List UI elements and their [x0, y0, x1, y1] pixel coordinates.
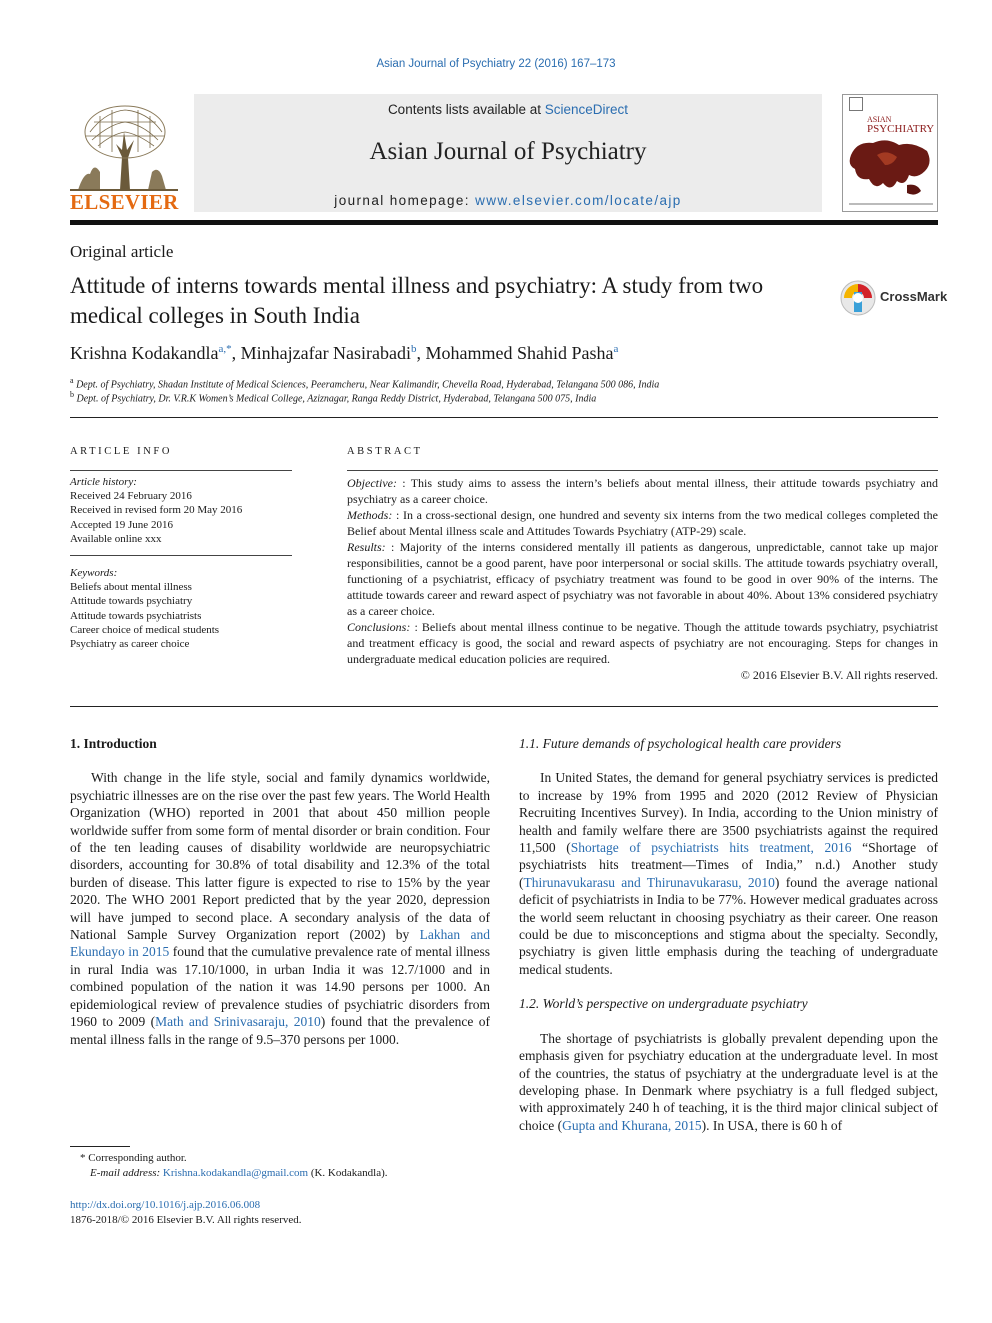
section-heading: 1. Introduction: [70, 736, 157, 751]
homepage-link[interactable]: www.elsevier.com/locate/ajp: [475, 193, 682, 208]
subsection-heading: 1.2. World’s perspective on undergraduate psychiatry: [519, 996, 808, 1012]
author-affiliation-mark[interactable]: a: [613, 343, 619, 355]
header-divider: [70, 417, 938, 418]
keywords: Keywords: Beliefs about mental illness Attitude towards psychiatry Attitude towards psychiatrists Career choice of medical students Psychiatry as career choice: [70, 567, 220, 651]
divider: [347, 470, 938, 471]
crossmark-label: CrossMark: [880, 289, 948, 304]
keyword: Psychiatry as career choice: [70, 638, 190, 651]
abstract-divider: [70, 706, 938, 707]
body-column-right: [519, 735, 938, 1151]
reference-link[interactable]: Lakhan and Ekundayo in 2015: [70, 927, 490, 960]
corresponding-author-footnote: * Corresponding author. E-mail address: Krishna.kodakandla@gmail.com (K. Kodakandla).: [80, 1152, 388, 1179]
affiliation: $^b$ Dept. of Psychiatry, Dr. V.R.K Women’s Medical College, Aziznagar, Ranga Reddy District, Hyderabad, Telangana 500 075, India: [70, 390, 597, 405]
subsection-heading: 1.1. Future demands of psychological health care providers: [519, 736, 842, 751]
banner-divider: [70, 220, 938, 225]
contents-line: Contents lists available at ScienceDirect: [387, 102, 629, 117]
author-affiliation-mark[interactable]: b: [411, 343, 417, 355]
article-type: Original article: [70, 242, 174, 261]
keyword: Attitude towards psychiatry: [70, 595, 193, 608]
journal-banner-center: [194, 94, 822, 212]
author-affiliation-mark[interactable]: a,*: [218, 343, 232, 355]
footnote-divider: [70, 1146, 130, 1147]
abstract-body: Objective: : This study aims to assess the intern’s beliefs about mental illness, their attitude towards psychiatry and psychiatry as a career choice. Methods: : In a cross-sectional design, one hundred and seventy six interns from the two medical colleges completed the Belief about Mental illness scale and Attitudes Towards Psychiatry (ATP-29) scale. Results: : Majority of the interns considered mentally ill patients as dangerous, unpredictable, cannot take up major responsibilities, cannot be a good parent, have poor interpersonal or social skills. The attitude towards psychiatry overall, functioning of a psychiatrist, efficacy of psychiatry treatment was found to be good in over 90% of the interns. The attitude towards career and reward aspect of psychiatry was not favorable in about 40%. About 13% considered psychiatry as a career choice. Conclusions: : Beliefs about mental illness continue to be negative. Though the attitude towards psychiatry, psychiatrist and treatment efficacy is good, the social and reward aspects of psychiatry are not encouraging. Steps for changes in undergraduate medical education policies are required. © 2016 Elsevier B.V. All rights reserved.: [347, 476, 938, 682]
homepage-line: journal homepage: www.elsevier.com/locate/ajp: [334, 193, 682, 208]
article-title: Attitude of interns towards mental illness and psychiatry: A study from two medical colleges in South India: [70, 273, 764, 328]
affiliation: $^a$ Dept. of Psychiatry, Shadan Institute of Medical Sciences, Peeramcheru, Near Kalimandir, Chevella Road, Hyderabad, Telangana 500 086, India: [70, 376, 660, 391]
crossmark-badge[interactable]: [840, 280, 948, 316]
reference-link[interactable]: Math and Srinivasaraju, 2010: [155, 1014, 321, 1030]
article-info-heading: ARTICLE INFO: [70, 446, 173, 457]
cover-map-icon: [847, 135, 935, 201]
keyword: Career choice of medical students: [70, 623, 220, 636]
cover-logo-icon: [849, 97, 863, 111]
doi-link[interactable]: http://dx.doi.org/10.1016/j.ajp.2016.06.008: [70, 1199, 261, 1211]
journal-cover-thumbnail[interactable]: [842, 94, 938, 212]
keyword: Beliefs about mental illness: [70, 581, 192, 594]
email-link[interactable]: Krishna.kodakandla@gmail.com: [162, 1166, 309, 1179]
divider: [70, 555, 292, 556]
cover-title-top: ASIAN: [867, 115, 892, 124]
author-name[interactable]: Minhajzafar Nasirabadi: [240, 343, 412, 363]
body-column-left: [70, 735, 490, 1065]
journal-banner: [70, 94, 938, 218]
reference-link[interactable]: Gupta and Khurana, 2015: [562, 1117, 702, 1133]
author-list: Krishna Kodakandla$^{a,*}$, Minhajzafar Nasirabadi$^b$, Mohammed Shahid Pasha$^a$: [70, 343, 619, 363]
paragraph: The shortage of psychiatrists is globally prevalent depending upon the emphasis given for psychiatry education at the undergraduate level. In most of the countries, the status of psychiatry at the undergraduate level is at the developing phase. In Denmark where psychiatry is a full fledged subject, with approximately 240 h of teaching, it is the third major clinical subject of choice (Gupta and Khurana, 2015). In USA, there is 60 h of: [519, 1030, 938, 1133]
publisher-wordmark[interactable]: ELSEVIER: [70, 190, 179, 214]
crossmark-icon: [840, 280, 876, 316]
doi-block: [70, 1198, 302, 1227]
abstract-heading: ABSTRACT: [347, 446, 423, 457]
issn-copyright: 1876-2018/© 2016 Elsevier B.V. All rights reserved.: [70, 1213, 302, 1226]
cover-title-bottom: PSYCHIATRY: [867, 123, 935, 135]
paragraph: In United States, the demand for general psychiatry services is predicted to increase by 19% from 1995 and 2020 (2012 Review of Physician Recruiting Incentives Survey). In India, according to the Union ministry of health and family welfare there are 3500 psychiatrists against the required 11,500 (Shortage of psychiatrists hits treatment, 2016 “Shortage of psychiatrists hits treatment—Times of India,” n.d.) Another study (Thirunavukarasu and Thirunavukarasu, 2010) found the average national deficit of psychiatrists in India to be 77%. However medical graduates across the world seem reluctant in choosing psychiatry as their career. One reason could be due to misconceptions and stigma about the specialty. Secondly, psychiatry is given little emphasis during the teaching of undergraduate medical students.: [519, 770, 939, 977]
reference-link[interactable]: Shortage of psychiatrists hits treatment, 2016: [570, 840, 852, 856]
abstract-copyright: © 2016 Elsevier B.V. All rights reserved.: [740, 668, 938, 682]
cover-footer-line: [849, 203, 933, 205]
keyword: Attitude towards psychiatrists: [70, 609, 202, 622]
author-name[interactable]: Krishna Kodakandla: [70, 343, 219, 363]
paragraph: With change in the life style, social and family dynamics worldwide, psychiatric illnesses are on the rise over the past few years. The World Health Organization (WHO) reported in 2001 that about 450 million people worldwide suffer from some form of mental disorder or brain condition. Four of the ten leading causes of disability worldwide are neuropsychiatric disorders, accounting for 30.8% of total disability and 12.3% of the total burden of disease. This latter figure is expected to rise to 15% by the year 2020. The WHO 2001 Report predicted that by the year 2020, depression will have jumped to second place. A secondary analysis of the data of National Sample Survey Organization report (2002) by Lakhan and Ekundayo in 2015 found that the cumulative prevalence rate of mental illness in rural India was 17.10/1000, in urban India it was 12.7/1000 and in combined population of the nation it was 14.90 persons per 1000. An epidemiological review of prevalence studies of psychiatric disorders from 1960 to 2009 (Math and Srinivasaraju, 2010) found that the prevalence of mental illness falls in the range of 9.5–370 persons per 1000.: [70, 770, 490, 1047]
article-history: Article history: Received 24 February 2016 Received in revised form 20 May 2016 Accepted 19 June 2016 Available online xxx: [70, 476, 243, 545]
divider: [70, 470, 292, 471]
author-name[interactable]: Mohammed Shahid Pasha: [425, 343, 614, 363]
journal-name: Asian Journal of Psychiatry: [369, 138, 647, 165]
journal-citation[interactable]: Asian Journal of Psychiatry 22 (2016) 167–173: [376, 58, 616, 70]
reference-link[interactable]: Thirunavukarasu and Thirunavukarasu, 2010: [523, 874, 775, 890]
sciencedirect-link[interactable]: ScienceDirect: [544, 102, 629, 117]
